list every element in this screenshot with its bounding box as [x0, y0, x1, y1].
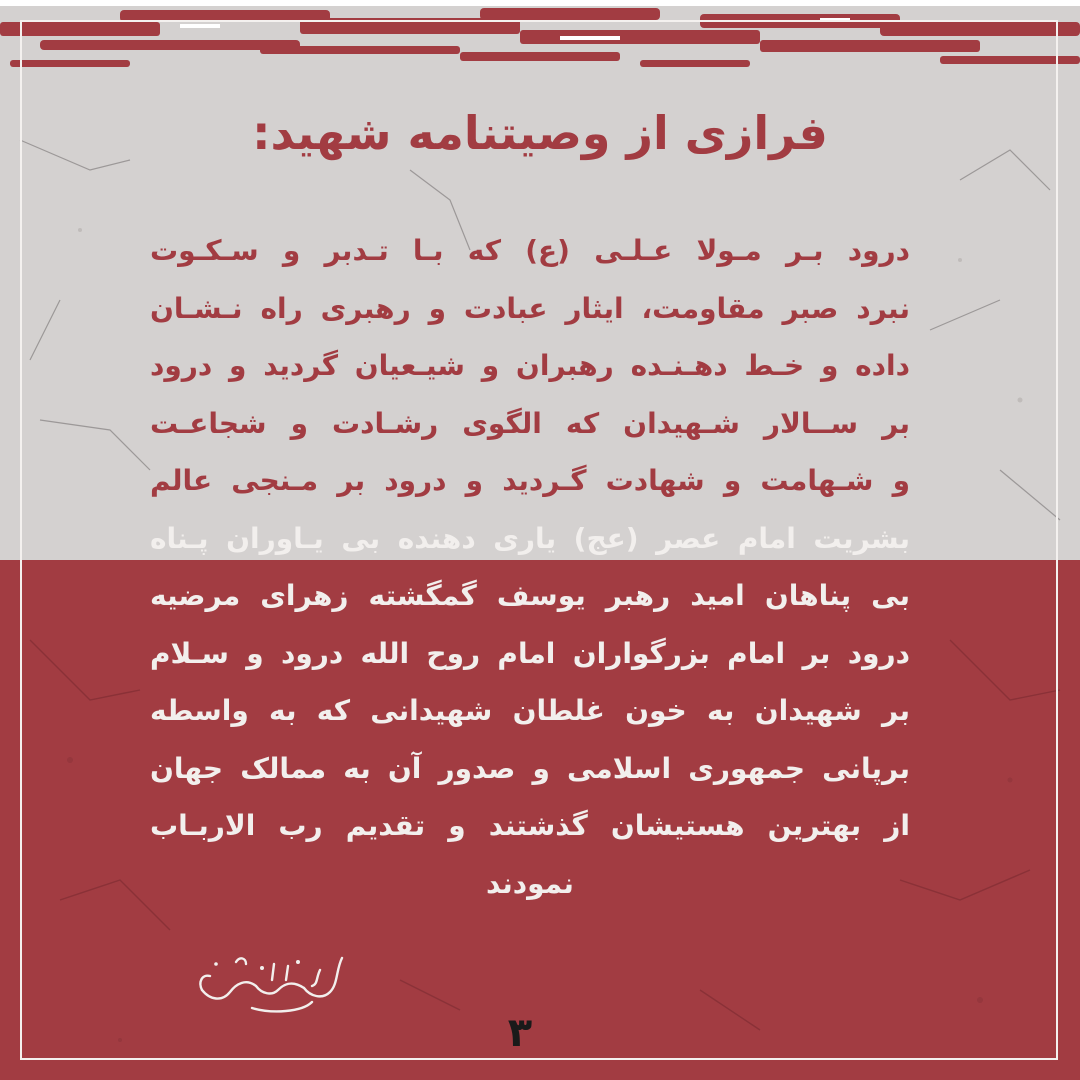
body-line-11: از بهترین هستیشان گذشتند و تقدیم رب الاربـاب	[150, 809, 910, 842]
body-line-8: درود بر امام بزرگواران امام روح الله درود و سـلام	[150, 636, 910, 670]
page-title: فرازی از وصیتنامه شهید:	[252, 106, 828, 160]
body-line-2: نبرد صبر مقاومت، ایثار عبادت و رهبری راه نـشـان	[150, 291, 910, 325]
body-line-7: بی پناهان امید رهبر یوسف گمگشته زهرای مرضیه	[150, 579, 910, 612]
body-line-9: بر شهیدان به خون غلطان شهیدانی که به واسطه	[150, 694, 910, 727]
body-line-1: درود بـر مـولا عـلـی (ع) که بـا تـدبر و سـکـوت	[150, 234, 910, 267]
body-line-4: بر ســالار شـهیدان که الگوی رشـادت و شجاعـت	[150, 406, 910, 440]
page-number: ۳	[507, 1010, 533, 1056]
calligraphy-signature-logo	[192, 940, 352, 1020]
testament-excerpt	[150, 222, 910, 912]
body-line-10: برپانی جمهوری اسلامی و صدور آن به ممالک جهان	[150, 751, 910, 785]
body-line-6: بشریت امام عصر (عج) یاری دهنده بی یـاوران پـناه	[150, 521, 910, 555]
body-line-3: داده و خـط دهـنـده رهبران و شیـعیان گردید و درود	[150, 349, 910, 382]
body-line-5: و شـهامت و شهادت گـردید و درود بر مـنجی عالم	[150, 464, 910, 497]
body-line-12: نمودند	[486, 866, 574, 900]
